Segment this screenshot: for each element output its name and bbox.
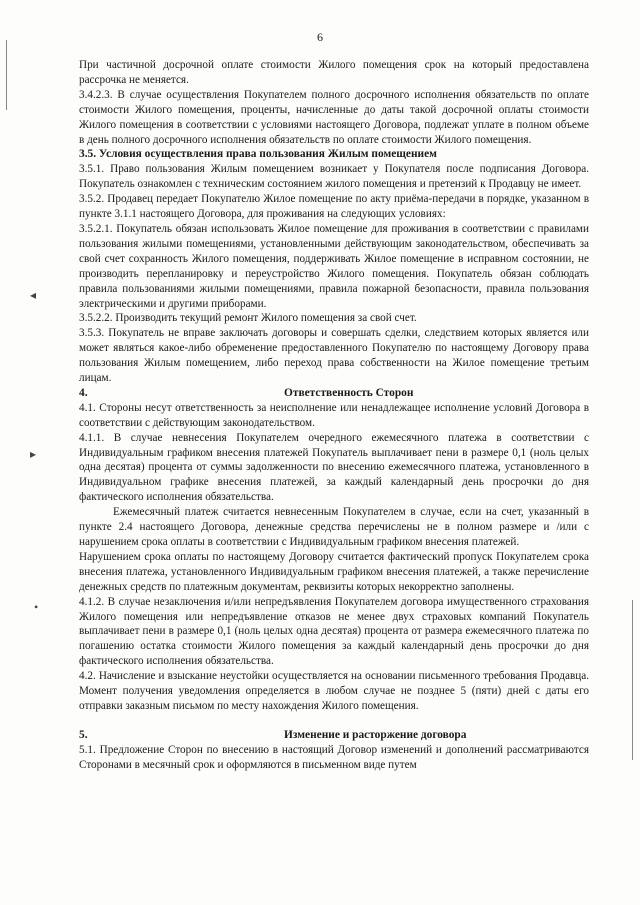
paragraph: 3.5.2.2. Производить текущий ремонт Жилого помещения за свой счет. xyxy=(79,312,417,325)
spacer xyxy=(79,714,589,728)
scan-edge-line-right xyxy=(632,600,633,760)
paragraph: Нарушением срока оплаты по настоящему Договору считается фактический пропуск Покупателем срока внесения платежа, установленного Индивидуальным графиком внесения платежей, а также перечисление денежных средств по платежным документам, реквизиты которых некорректно заполнены. xyxy=(79,550,589,593)
section-title: Ответственность Сторон xyxy=(284,386,414,399)
document-body xyxy=(79,58,589,773)
paragraph: 3.4.2.3. В случае осуществления Покупателем полного досрочного исполнения обязательств по оплате стоимости Жилого помещения, проценты, начисленные до даты такой досрочной оплаты стоимости Жилого помещения в соответствии с условиями настоящего Договора, подлежат уплате в полном объеме в день полного досрочного исполнения обязательств по оплате стоимости Жилого помещения. xyxy=(79,88,589,146)
section-heading xyxy=(79,728,589,743)
paragraph: Ежемесячный платеж считается невнесенным Покупателем в случае, если на счет, указанный в пункте 2.4 настоящего Договора, денежные средства перечислены не в полном размере и /или с нарушением срока оплаты в соответствии с Индивидуальным графиком внесения платежей. xyxy=(79,506,589,548)
paragraph: 3.5.2.1. Покупатель обязан использовать Жилое помещение для проживания в соответствии с правилами пользования жилыми помещениями, установленными действующим законодательством, обеспечивать за свой счет сохранность Жилого помещения, поддерживать Жилое помещение в исправном состоянии, не производить перепланировку и переустройство Жилого помещения. Покупатель обязан соблюдать правила пользованиями жилыми помещениями, правила пожарной безопасности, правила пользования электрическими и другими приборами. xyxy=(79,222,589,310)
section-number: 5. xyxy=(79,728,88,741)
paragraph: 4.1.1. В случае невнесения Покупателем очередного ежемесячного платежа в соответствии с Индивидуальным графиком внесения платежей Покупатель выплачивает пени в размере 0,1 (ноль целых одна десятая) процента от суммы задолженности по внесению ежемесячного платежа, установленного в Индивидуальном графике внесения платежей, за каждый календарный день просрочки до дня фактического исполнения обязательства. xyxy=(79,431,589,504)
paragraph: 3.5.2. Продавец передает Покупателю Жилое помещение по акту приёма-передачи в порядке, указанном в пункте 3.1.1 настоящего Договора, для проживания на следующих условиях: xyxy=(79,193,589,221)
binding-mark: ▸ xyxy=(30,447,37,461)
section-heading: 3.5. Условия осуществления права пользования Жилым помещением xyxy=(79,148,437,161)
binding-mark: • xyxy=(34,600,39,614)
page-number: 6 xyxy=(317,30,323,44)
binding-mark: ◂ xyxy=(30,288,37,302)
paragraph: 4.1.2. В случае незаключения и/или непредъявления Покупателем договора имущественного страхования Жилого помещения или непредъявление отказов не менее двух страховых компаний Покупатель выплачивает пени в размере 0,1 (ноль целых одна десятая) процента от размера ежемесячного платежа по погашению остатка стоимости Жилого помещения за каждый календарный день просрочки до дня фактического исполнения обязательства. xyxy=(79,595,589,668)
section-heading xyxy=(79,386,589,401)
paragraph: 3.5.1. Право пользования Жилым помещением возникает у Покупателя после подписания Договора. Покупатель ознакомлен с техническим состоянием жилого помещения и претензий к Продавцу не имеет. xyxy=(79,163,589,191)
paragraph: При частичной досрочной оплате стоимости Жилого помещения срок на который предоставлена рассрочка не меняется. xyxy=(79,59,589,86)
paragraph: 4.1. Стороны несут ответственность за неисполнение или ненадлежащее исполнение условий Договора в соответствии с действующим законодательством. xyxy=(79,401,589,429)
paragraph: 3.5.3. Покупатель не вправе заключать договоры и совершать сделки, следствием которых является или может являться какое-либо обременение предоставленного Покупателю по настоящему Договору права пользования Жилым помещением, либо переход права собственности на Жилое помещение третьим лицам. xyxy=(79,327,589,385)
paragraph: 5.1. Предложение Сторон по внесению в настоящий Договор изменений и дополнений рассматриваются Сторонами в месячный срок и оформляются в письменном виде путем xyxy=(79,743,589,771)
paragraph: 4.2. Начисление и взыскание неустойки осуществляется на основании письменного требования Продавца. Момент получения уведомления определяется в любом случае не позднее 5 (пяти) дней с даты его отправки заказным письмом по месту нахождения Жилого помещения. xyxy=(79,670,589,712)
section-title: Изменение и расторжение договора xyxy=(284,728,467,741)
scan-edge-line-left xyxy=(6,40,7,110)
section-number: 4. xyxy=(79,386,88,399)
